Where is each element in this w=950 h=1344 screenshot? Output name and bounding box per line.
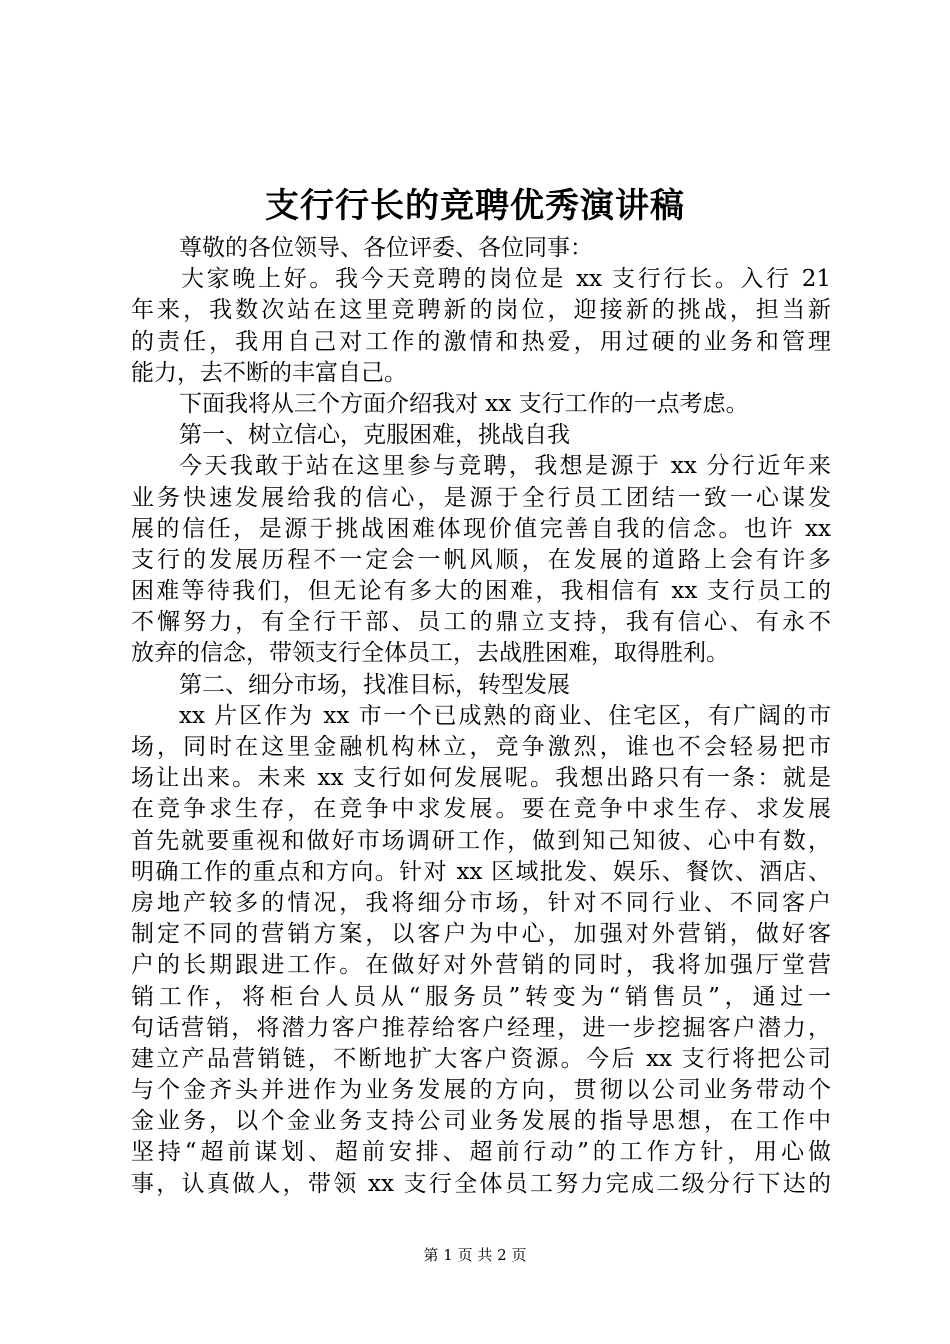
paragraph-line: xx 片区作为 xx 市一个已成熟的商业、住宅区，有广阔的市 [179, 702, 831, 729]
paragraph-line: 的责任，我用自己对工作的激情和热爱，用过硬的业务和管理 [131, 328, 831, 355]
section-heading: 第二、细分市场，找准目标，转型发展 [179, 671, 570, 698]
paragraph-line: 业务快速发展给我的信心，是源于全行员工团结一致一心谋发 [131, 484, 831, 511]
page-number-footer: 第 1 页 共 2 页 [423, 1246, 527, 1264]
paragraph-line: 场，同时在这里金融机构林立，竞争激烈，谁也不会轻易把市 [131, 734, 831, 760]
paragraph-line: 与个金齐头并进作为业务发展的方向，贯彻以公司业务带动个 [131, 1077, 831, 1104]
paragraph-line: 下面我将从三个方面介绍我对 xx 支行工作的一点考虑。 [179, 390, 749, 417]
paragraph-line: 房地产较多的情况，我将细分市场，针对不同行业、不同客户 [131, 889, 831, 916]
section-heading: 第一、树立信心，克服困难，挑战自我 [179, 422, 570, 449]
paragraph-line: 展的信任，是源于挑战困难体现价值完善自我的信念。也许 xx [131, 515, 831, 542]
paragraph-line: 制定不同的营销方案，以客户为中心，加强对外营销，做好客 [131, 921, 831, 948]
paragraph-line: 今天我敢于站在这里参与竞聘，我想是源于 xx 分行近年来 [179, 453, 831, 480]
paragraph-line: 场让出来。未来 xx 支行如何发展呢。我想出路只有一条：就是 [131, 765, 831, 792]
paragraph-line: 明确工作的重点和方向。针对 xx 区域批发、娱乐、餐饮、酒店、 [131, 858, 831, 885]
paragraph-line: 能力，去不断的丰富自己。 [131, 359, 407, 386]
paragraph-line: 尊敬的各位领导、各位评委、各位同事： [179, 235, 593, 261]
paragraph-line: 支行的发展历程不一定会一帆风顺，在发展的道路上会有许多 [131, 546, 831, 573]
paragraph-line: 户的长期跟进工作。在做好对外营销的同时，我将加强厅堂营 [131, 952, 831, 979]
paragraph-line: 在竞争求生存，在竞争中求发展。要在竞争中求生存、求发展 [131, 796, 831, 823]
paragraph-line: 不懈努力，有全行干部、员工的鼎立支持，我有信心、有永不 [131, 609, 831, 636]
paragraph-line: 句话营销，将潜力客户推荐给客户经理，进一步挖掘客户潜力， [131, 1014, 831, 1041]
paragraph-line: 困难等待我们，但无论有多大的困难，我相信有 xx 支行员工的 [131, 578, 831, 605]
document-title: 支行行长的竞聘优秀演讲稿 [265, 186, 685, 226]
paragraph-line: 大家晚上好。我今天竞聘的岗位是 xx 支行行长。入行 21 [181, 266, 831, 293]
paragraph-line: 事，认真做人，带领 xx 支行全体员工努力完成二级分行下达的 [131, 1170, 831, 1197]
paragraph-line: 放弃的信念，带领支行全体员工，去战胜困难，取得胜利。 [131, 640, 729, 667]
paragraph-line: 建立产品营销链，不断地扩大客户资源。今后 xx 支行将把公司 [131, 1045, 831, 1072]
document-body [131, 233, 831, 1200]
paragraph-line: 坚持“超前谋划、超前安排、超前行动”的工作方针，用心做 [131, 1139, 831, 1166]
paragraph-line: 首先就要重视和做好市场调研工作，做到知己知彼、心中有数， [131, 827, 831, 854]
paragraph-line: 金业务，以个金业务支持公司业务发展的指导思想，在工作中 [131, 1108, 831, 1135]
paragraph-line: 销工作，将柜台人员从“服务员”转变为“销售员”，通过一 [131, 983, 831, 1010]
paragraph-line: 年来，我数次站在这里竞聘新的岗位，迎接新的挑战，担当新 [131, 297, 831, 324]
